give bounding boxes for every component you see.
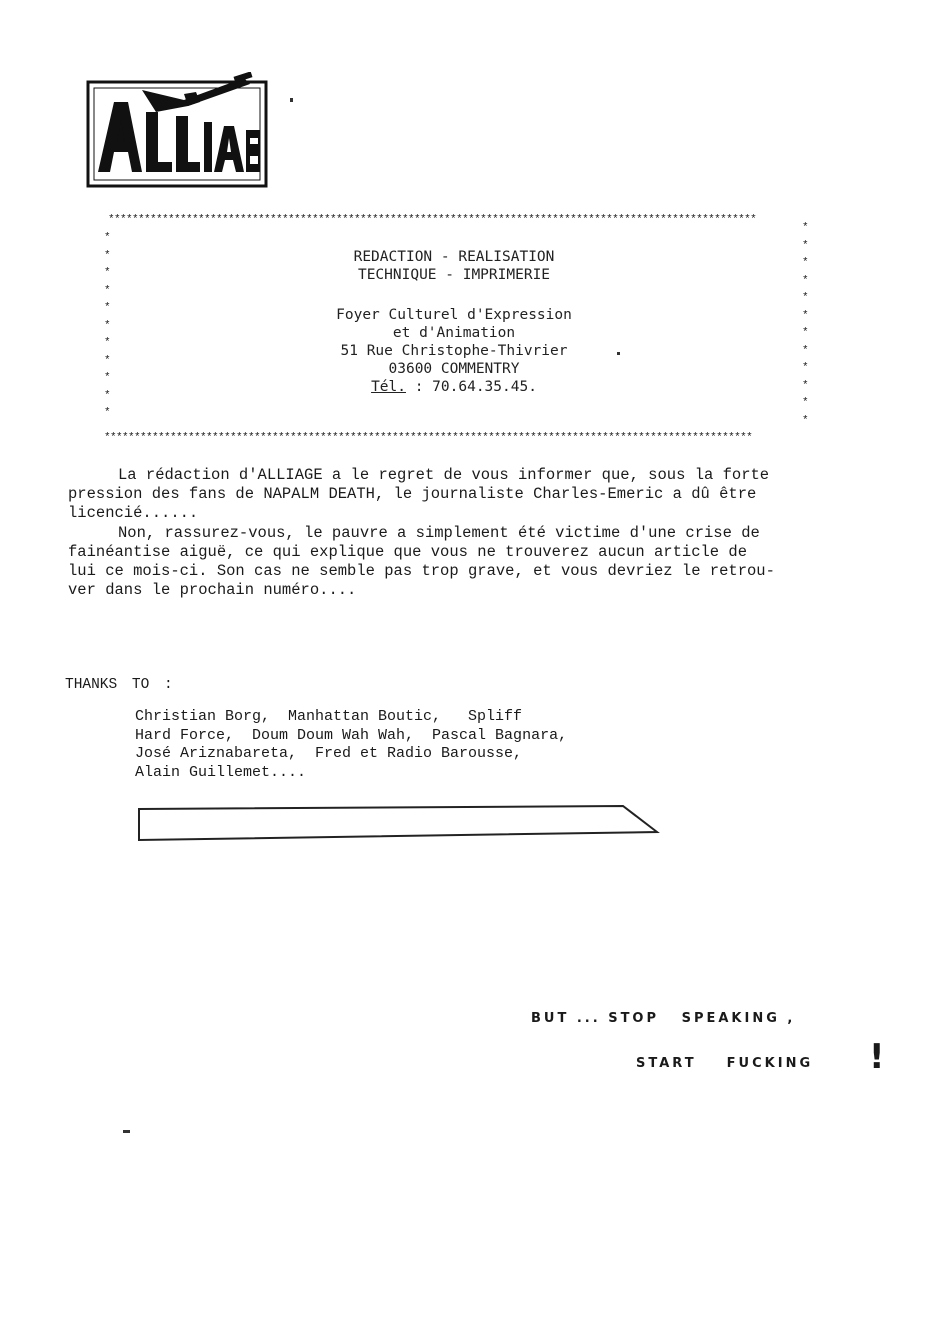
paragraph-line: ver dans le prochain numéro.... <box>68 581 357 600</box>
credits-box <box>104 214 816 444</box>
paragraph-1 <box>68 466 868 524</box>
slogan-line-2: START FUCKING <box>636 1056 814 1071</box>
announcement-text <box>68 466 868 600</box>
city-address: 03600 COMMENTRY <box>388 361 520 377</box>
credit-lines <box>254 248 654 396</box>
paragraph-line: Non, rassurez-vous, le pauvre a simplement été victime d'une crise de <box>118 523 760 542</box>
paragraph-line: lui ce mois-ci. Son cas ne semble pas trop grave, et vous devriez le retrou- <box>68 562 775 581</box>
street-address: 51 Rue Christophe-Thivrier <box>340 343 568 359</box>
paragraph-line: fainéantise aiguë, ce qui explique que vous ne trouverez aucun article de <box>68 542 748 561</box>
paragraph-line: pression des fans de NAPALM DEATH, le journaliste Charles-Emeric a dû être <box>68 485 757 504</box>
telephone <box>254 378 654 396</box>
credit-role-1: REDACTION - REALISATION <box>353 249 555 265</box>
thanks-list <box>135 708 695 782</box>
thanks-line: Hard Force, Doum Doum Wah Wah, Pascal Bagnara, <box>135 726 568 744</box>
scan-speck <box>617 352 620 355</box>
paragraph-line: licencié...... <box>68 504 199 523</box>
exclamation-mark: ! <box>869 1037 885 1077</box>
telephone-number: : 70.64.35.45. <box>405 379 537 395</box>
telephone-label: Tél. <box>371 379 406 395</box>
thanks-line: Alain Guillemet.... <box>135 763 307 781</box>
border-stars-bottom: ************************************************************************************************************ <box>104 432 753 444</box>
slogan-line-1: BUT ... STOP SPEAKING , <box>531 1011 796 1026</box>
organization-name-2: et d'Animation <box>392 325 516 341</box>
scan-speck <box>123 1130 130 1133</box>
paragraph-2 <box>68 524 868 601</box>
border-stars-top: ************************************************************************************************************ <box>108 214 757 226</box>
thanks-heading: THANKS TO : <box>65 677 173 693</box>
decorative-banner <box>137 804 661 844</box>
alliage-logo <box>84 72 276 194</box>
scan-speck <box>290 98 293 102</box>
paragraph-line: La rédaction d'ALLIAGE a le regret de vous informer que, sous la forte <box>118 466 770 484</box>
border-stars-right: * * * * * * * * * * * * <box>802 222 809 427</box>
organization-name-1: Foyer Culturel d'Expression <box>336 307 572 323</box>
border-stars-left: * * * * * * * * * * * <box>104 232 111 419</box>
thanks-line: Christian Borg, Manhattan Boutic, Spliff <box>135 708 523 725</box>
thanks-line: José Ariznabareta, Fred et Radio Barousse, <box>135 745 523 763</box>
credit-role-2: TECHNIQUE - IMPRIMERIE <box>357 267 551 283</box>
